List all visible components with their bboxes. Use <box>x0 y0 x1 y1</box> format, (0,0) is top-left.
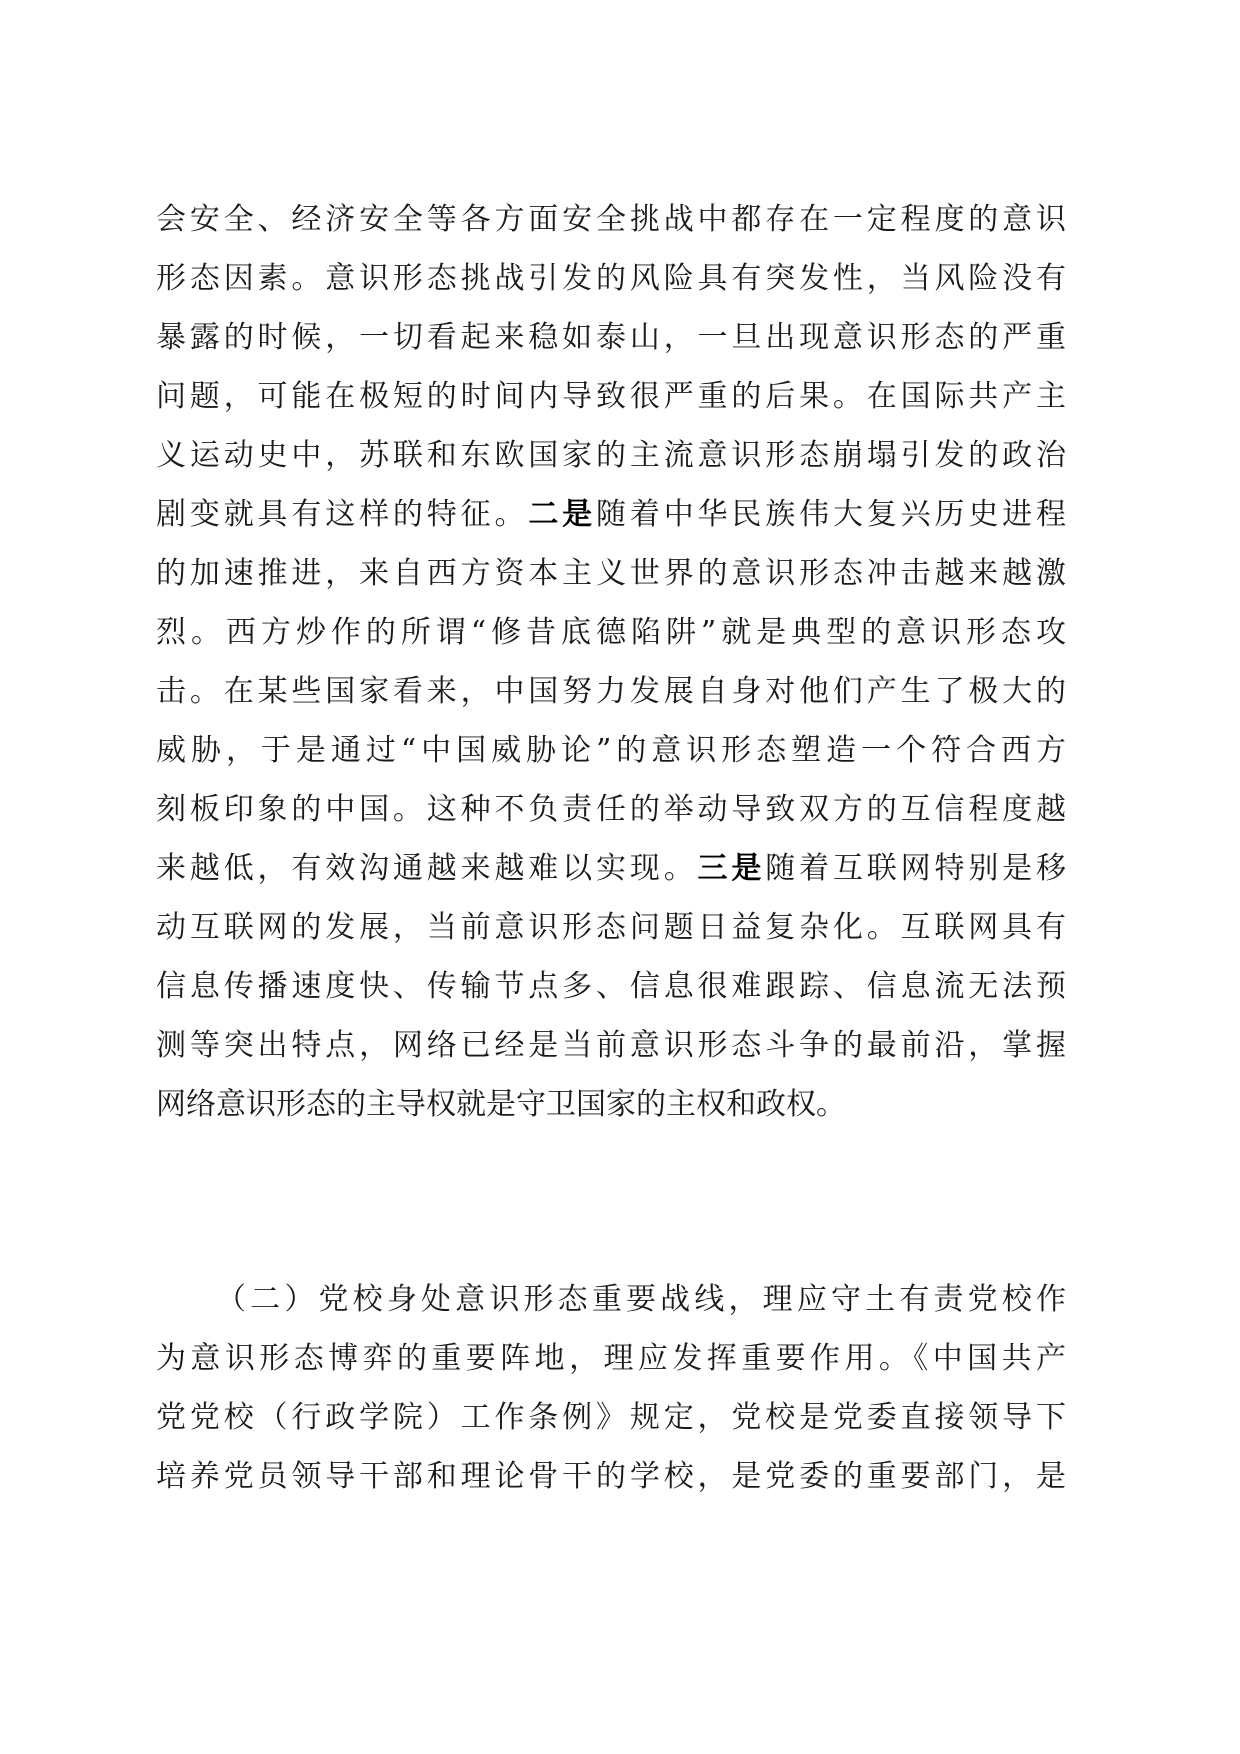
bold-marker-three: 三是 <box>697 851 766 886</box>
text-line: 的加速推进，来自西方资本主义世界的意识形态冲击越来越激 <box>156 556 1066 591</box>
text-line: 会安全、经济安全等各方面安全挑战中都存在一定程度的意识 <box>156 202 1066 237</box>
text-line: 测等突出特点，网络已经是当前意识形态斗争的最前沿，掌握 <box>156 1028 1066 1063</box>
text-run: 随着互联网特别是移 <box>765 851 1067 886</box>
text-line <box>156 839 1066 898</box>
text-line: 培养党员领导干部和理论骨干的学校，是党委的重要部门，是 <box>156 1459 1066 1494</box>
text-line: 击。在某些国家看来，中国努力发展自身对他们产生了极大的 <box>156 674 1066 709</box>
text-line: 信息传播速度快、传输节点多、信息很难跟踪、信息流无法预 <box>156 969 1066 1004</box>
text-line: 动互联网的发展，当前意识形态问题日益复杂化。互联网具有 <box>156 910 1066 945</box>
text-line: 问题，可能在极短的时间内导致很严重的后果。在国际共产主 <box>156 379 1066 414</box>
text-line-indented: （二）党校身处意识形态重要战线，理应守土有责党校作 <box>216 1282 1066 1317</box>
text-line-last: 网络意识形态的主导权就是守卫国家的主权和政权。 <box>156 1087 846 1122</box>
text-line: 义运动史中，苏联和东欧国家的主流意识形态崩塌引发的政治 <box>156 438 1066 473</box>
text-line: 威胁，于是通过“中国威胁论”的意识形态塑造一个符合西方 <box>156 733 1066 768</box>
text-run: 剧变就具有这样的特征。 <box>156 497 529 532</box>
text-run: 随着中华民族伟大复兴历史进程 <box>596 497 1067 532</box>
text-run: 来越低，有效沟通越来越难以实现。 <box>156 851 698 886</box>
body-paragraph-2 <box>156 1270 1066 1506</box>
text-line: 形态因素。意识形态挑战引发的风险具有突发性，当风险没有 <box>156 261 1066 296</box>
text-line: 党党校（行政学院）工作条例》规定，党校是党委直接领导下 <box>156 1400 1066 1435</box>
body-paragraph-1 <box>156 190 1066 1134</box>
text-line: 暴露的时候，一切看起来稳如泰山，一旦出现意识形态的严重 <box>156 320 1066 355</box>
text-line <box>156 485 1066 544</box>
bold-marker-two: 二是 <box>528 497 597 532</box>
text-line: 烈。西方炒作的所谓“修昔底德陷阱”就是典型的意识形态攻 <box>156 615 1066 650</box>
text-line: 刻板印象的中国。这种不负责任的举动导致双方的互信程度越 <box>156 792 1066 827</box>
text-line: 为意识形态博弈的重要阵地，理应发挥重要作用。《中国共产 <box>156 1341 1066 1376</box>
